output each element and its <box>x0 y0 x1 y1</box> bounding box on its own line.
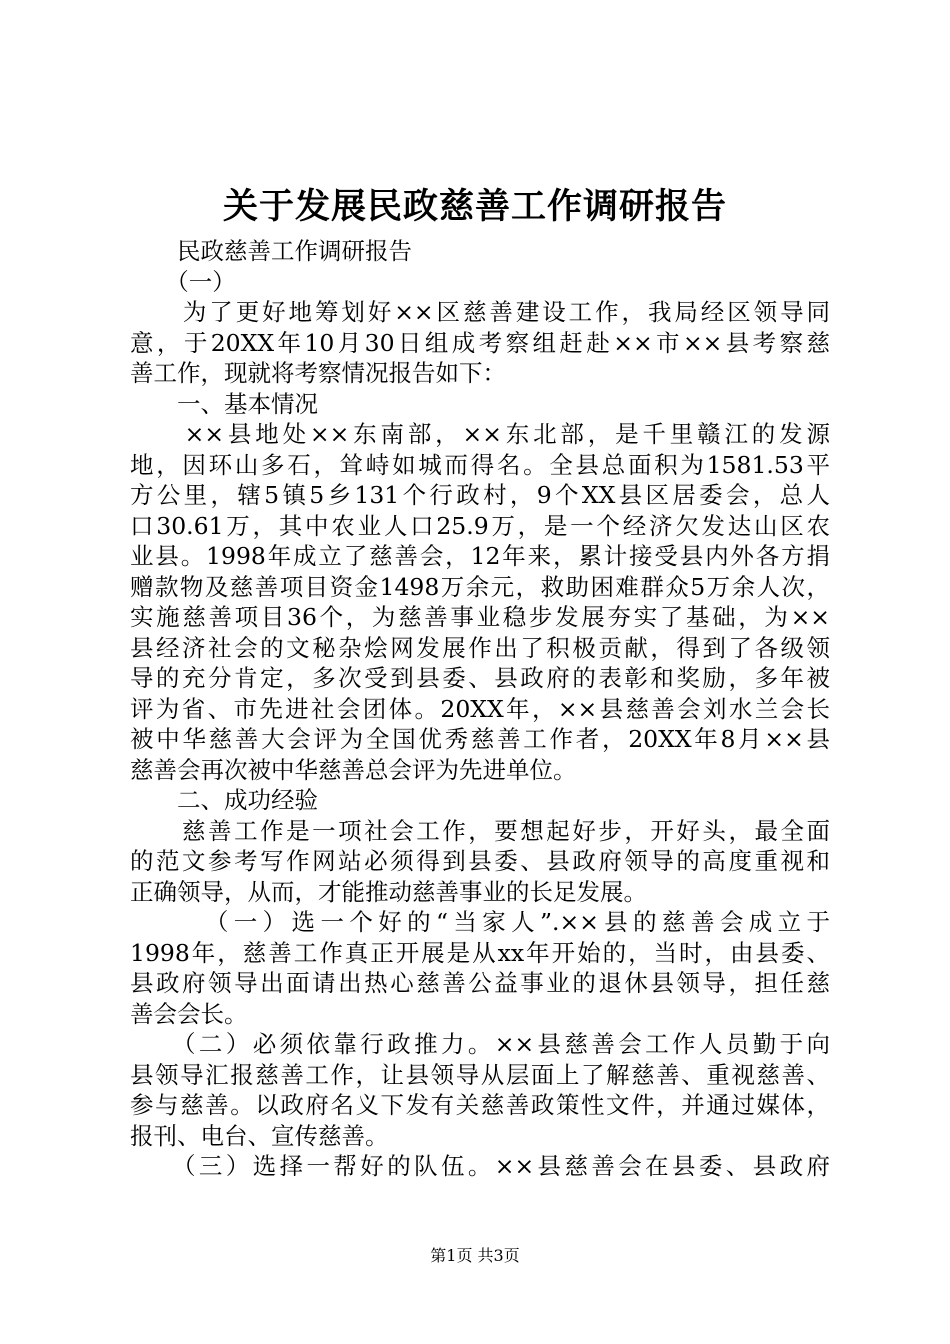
body-line: 实施慈善项目36个，为慈善事业稳步发展夯实了基础，为×× <box>130 603 830 631</box>
body-line: 县政府领导出面请出热心慈善公益事业的退休县领导，担任慈 <box>130 969 830 997</box>
body-line: 一、基本情况 <box>130 389 318 418</box>
body-line: 报刊、电台、宣传慈善。 <box>130 1121 389 1150</box>
body-line: 善工作，现就将考察情况报告如下： <box>130 359 506 387</box>
body-line: 评为省、市先进社会团体。20XX年，××县慈善会刘水兰会长 <box>130 694 830 723</box>
document-body <box>130 236 830 1182</box>
body-line: 导的充分肯定，多次受到县委、县政府的表彰和奖励，多年被 <box>130 664 830 692</box>
body-line: 善会会长。 <box>130 999 248 1028</box>
body-line: 口30.61万，其中农业人口25.9万，是一个经济欠发达山区农 <box>130 511 830 540</box>
body-line: 正确领导，从而，才能推动慈善事业的长足发展。 <box>130 877 647 906</box>
body-line: 慈善会再次被中华慈善总会评为先进单位。 <box>130 755 577 784</box>
body-line: ××县地处××东南部，××东北部，是千里赣江的发源 <box>130 420 830 448</box>
body-line: （三）选择一帮好的队伍。××县慈善会在县委、县政府 <box>130 1152 830 1180</box>
body-line: （一）选一个好的“当家人”.××县的慈善会成立于 <box>130 908 830 936</box>
body-line: 业县。1998年成立了慈善会，12年来，累计接受县内外各方捐 <box>130 542 830 570</box>
body-line: 方公里，辖5镇5乡131个行政村，9个XX县区居委会，总人 <box>130 481 830 509</box>
body-line: 意，于20XX年10月30日组成考察组赶赴××市××县考察慈 <box>130 328 830 357</box>
body-line: 为了更好地筹划好××区慈善建设工作，我局经区领导同 <box>130 298 830 326</box>
body-line: 慈善工作是一项社会工作，要想起好步，开好头，最全面 <box>130 816 830 845</box>
body-line: 二、成功经验 <box>130 786 318 814</box>
body-line: （一） <box>130 267 236 296</box>
body-line: 民政慈善工作调研报告 <box>130 237 412 265</box>
page-footer: 第1页 共3页 <box>430 1246 520 1265</box>
body-line: （二）必须依靠行政推力。××县慈善会工作人员勤于向 <box>130 1030 830 1058</box>
body-line: 县领导汇报慈善工作，让县领导从层面上了解慈善、重视慈善、 <box>130 1060 830 1089</box>
body-line: 赠款物及慈善项目资金1498万余元，救助困难群众5万余人次， <box>130 572 830 601</box>
body-line: 县经济社会的文秘杂烩网发展作出了积极贡献，得到了各级领 <box>130 633 830 662</box>
body-line: 的范文参考写作网站必须得到县委、县政府领导的高度重视和 <box>130 847 830 875</box>
body-line: 1998年，慈善工作真正开展是从xx年开始的，当时，由县委、 <box>130 938 830 967</box>
body-line: 地，因环山多石，耸峙如城而得名。全县总面积为1581.53平 <box>130 450 830 479</box>
body-line: 被中华慈善大会评为全国优秀慈善工作者，20XX年8月××县 <box>130 725 830 753</box>
document-title: 关于发展民政慈善工作调研报告 <box>222 186 727 227</box>
body-line: 参与慈善。以政府名义下发有关慈善政策性文件，并通过媒体， <box>130 1091 830 1119</box>
